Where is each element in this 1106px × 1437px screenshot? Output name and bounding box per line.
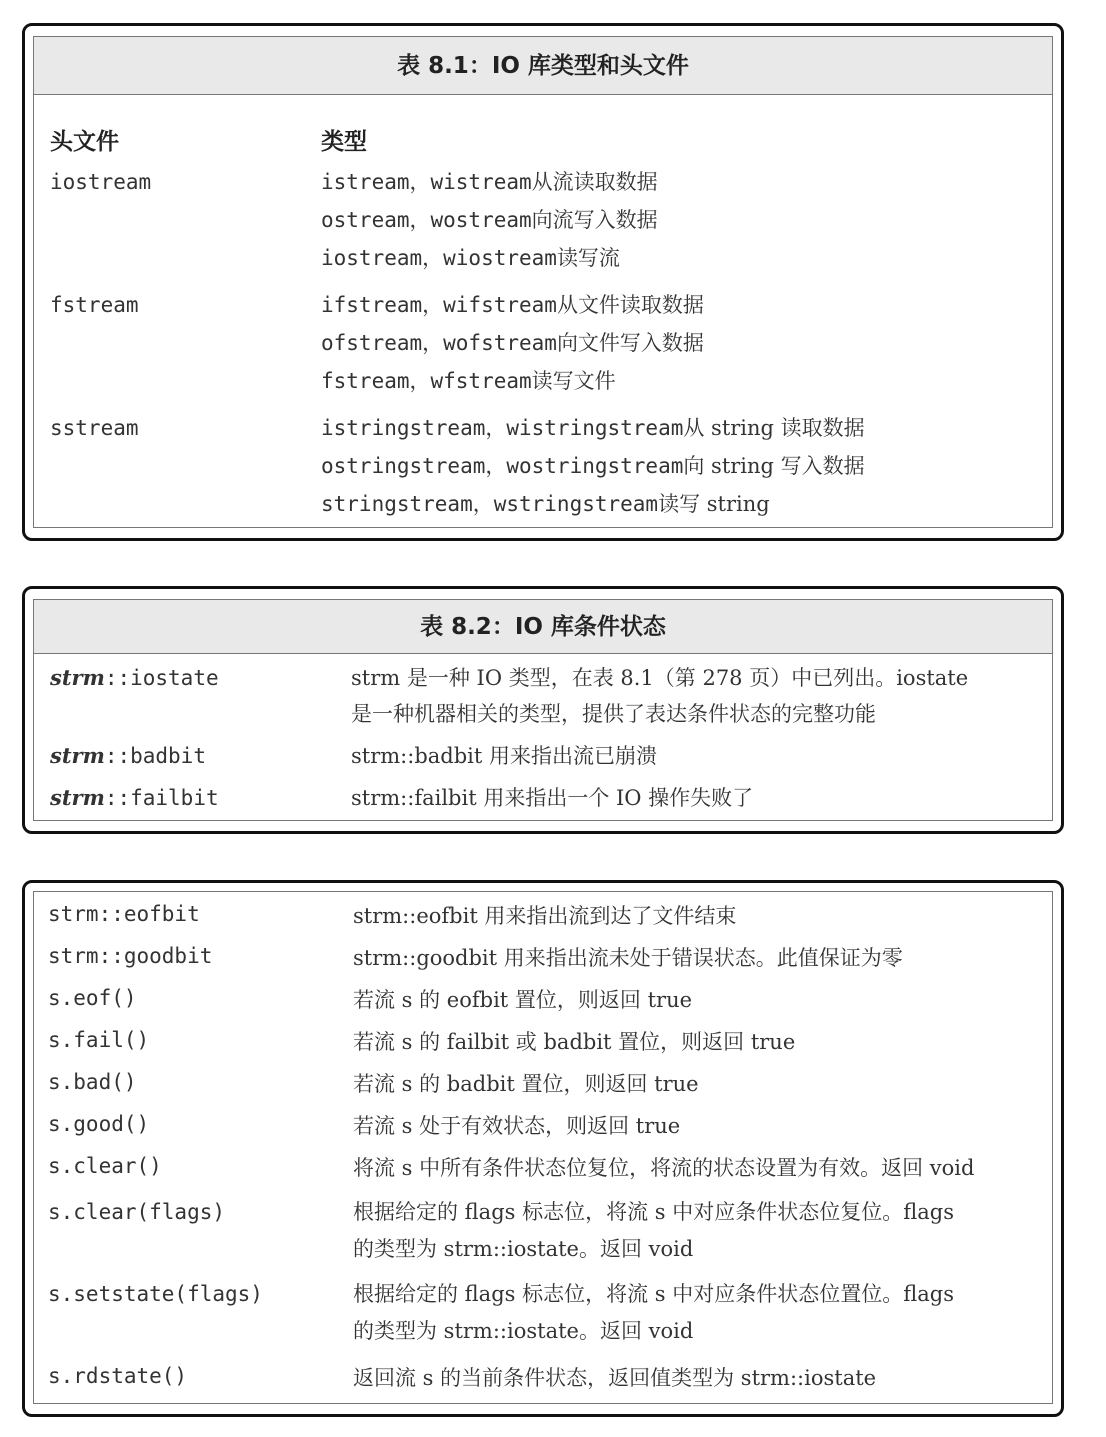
type-line (321, 286, 704, 324)
table-8-2-continued (33, 891, 1053, 1404)
state-name: s.clear(flags) (48, 1200, 226, 1224)
desc-line: 将流 s 中所有条件状态位复位，将流的状态设置为有效。返回 void (353, 1156, 975, 1180)
state-member: ::badbit (104, 744, 206, 768)
type-desc: 读写文件 (531, 369, 616, 393)
type-desc: 读写流 (556, 246, 620, 270)
table-8-2-continued-frame (22, 880, 1064, 1417)
desc-line: 是一种机器相关的类型，提供了表达条件状态的完整功能 (351, 702, 876, 726)
state-desc (351, 738, 657, 774)
type-desc: 向流写入数据 (531, 208, 658, 232)
state-name (50, 780, 219, 816)
desc-line: 的类型为 strm::iostate。返回 void (353, 1319, 694, 1343)
type-code: stringstream，wstringstream (321, 492, 659, 516)
desc-line: 若流 s 处于有效状态，则返回 true (353, 1114, 681, 1138)
strm-label: strm (50, 743, 105, 768)
type-desc: 从文件读取数据 (556, 293, 704, 317)
type-code: istream，wistream (321, 170, 532, 194)
header-name: fstream (50, 293, 139, 317)
table-8-2-caption: 表 8.2：IO 库条件状态 (34, 600, 1052, 654)
desc-line: 若流 s 的 failbit 或 badbit 置位，则返回 true (353, 1030, 796, 1054)
state-desc (353, 898, 736, 934)
type-code: ostream，wostream (321, 208, 532, 232)
types-list (321, 409, 865, 523)
type-line (321, 362, 704, 400)
type-code: ifstream，wifstream (321, 293, 557, 317)
table-8-1-caption: 表 8.1：IO 库类型和头文件 (34, 37, 1052, 95)
state-name: s.setstate(flags) (48, 1282, 263, 1306)
column-header-headerfile: 头文件 (50, 129, 119, 155)
desc-line: 根据给定的 flags 标志位，将流 s 中对应条件状态位置位。flags (353, 1282, 954, 1306)
state-name: s.bad() (48, 1070, 137, 1094)
type-line (321, 447, 865, 485)
type-line (321, 239, 658, 277)
desc-line: 的类型为 strm::iostate。返回 void (353, 1237, 694, 1261)
state-name: strm::goodbit (48, 944, 213, 968)
state-member: ::iostate (104, 666, 219, 690)
state-desc (353, 1150, 974, 1186)
desc-line: strm::eofbit 用来指出流到达了文件结束 (353, 904, 737, 928)
state-member: ::failbit (104, 786, 219, 810)
state-desc (353, 1108, 680, 1144)
type-desc: 读写 string (658, 492, 770, 516)
state-desc (353, 1276, 954, 1350)
state-name: s.fail() (48, 1028, 150, 1052)
state-name: strm::eofbit (48, 902, 200, 926)
state-desc (353, 1024, 795, 1060)
type-code: ofstream，wofstream (321, 331, 557, 355)
type-code: fstream，wfstream (321, 369, 532, 393)
desc-line: strm::failbit 用来指出一个 IO 操作失败了 (351, 786, 754, 810)
type-line (321, 201, 658, 239)
type-desc: 向文件写入数据 (556, 331, 704, 355)
type-line (321, 485, 865, 523)
state-desc (353, 940, 903, 976)
column-header-types: 类型 (321, 129, 367, 155)
type-code: iostream，wiostream (321, 246, 557, 270)
desc-line: 根据给定的 flags 标志位，将流 s 中对应条件状态位复位。flags (353, 1200, 954, 1224)
state-name (50, 660, 219, 696)
types-list (321, 163, 658, 277)
type-code: ostringstream，wostringstream (321, 454, 684, 478)
table-8-2 (33, 599, 1053, 821)
state-desc (353, 982, 692, 1018)
table-8-1 (33, 36, 1053, 528)
strm-label: strm (50, 665, 105, 690)
desc-line: strm::goodbit 用来指出流未处于错误状态。此值保证为零 (353, 946, 903, 970)
desc-line: 若流 s 的 badbit 置位，则返回 true (353, 1072, 699, 1096)
state-desc (351, 780, 753, 816)
state-name: s.rdstate() (48, 1364, 188, 1388)
type-line (321, 409, 865, 447)
state-desc (351, 660, 968, 732)
type-code: istringstream，wistringstream (321, 416, 684, 440)
state-name: s.clear() (48, 1154, 162, 1178)
desc-line: strm::badbit 用来指出流已崩溃 (351, 744, 657, 768)
type-line (321, 324, 704, 362)
type-line (321, 163, 658, 201)
header-name: iostream (50, 170, 152, 194)
desc-line: strm 是一种 IO 类型，在表 8.1（第 278 页）中已列出。iostate (351, 666, 969, 690)
type-desc: 从 string 读取数据 (683, 416, 865, 440)
state-name (50, 738, 206, 774)
desc-line: 返回流 s 的当前条件状态，返回值类型为 strm::iostate (353, 1366, 877, 1390)
header-name: sstream (50, 416, 139, 440)
state-desc (353, 1360, 876, 1396)
state-desc (353, 1066, 699, 1102)
strm-label: strm (50, 785, 105, 810)
type-desc: 向 string 写入数据 (683, 454, 865, 478)
state-name: s.good() (48, 1112, 150, 1136)
types-list (321, 286, 704, 400)
type-desc: 从流读取数据 (531, 170, 658, 194)
state-desc (353, 1194, 954, 1268)
desc-line: 若流 s 的 eofbit 置位，则返回 true (353, 988, 693, 1012)
table-8-1-frame (22, 23, 1064, 541)
state-name: s.eof() (48, 986, 137, 1010)
table-8-2-frame (22, 586, 1064, 834)
